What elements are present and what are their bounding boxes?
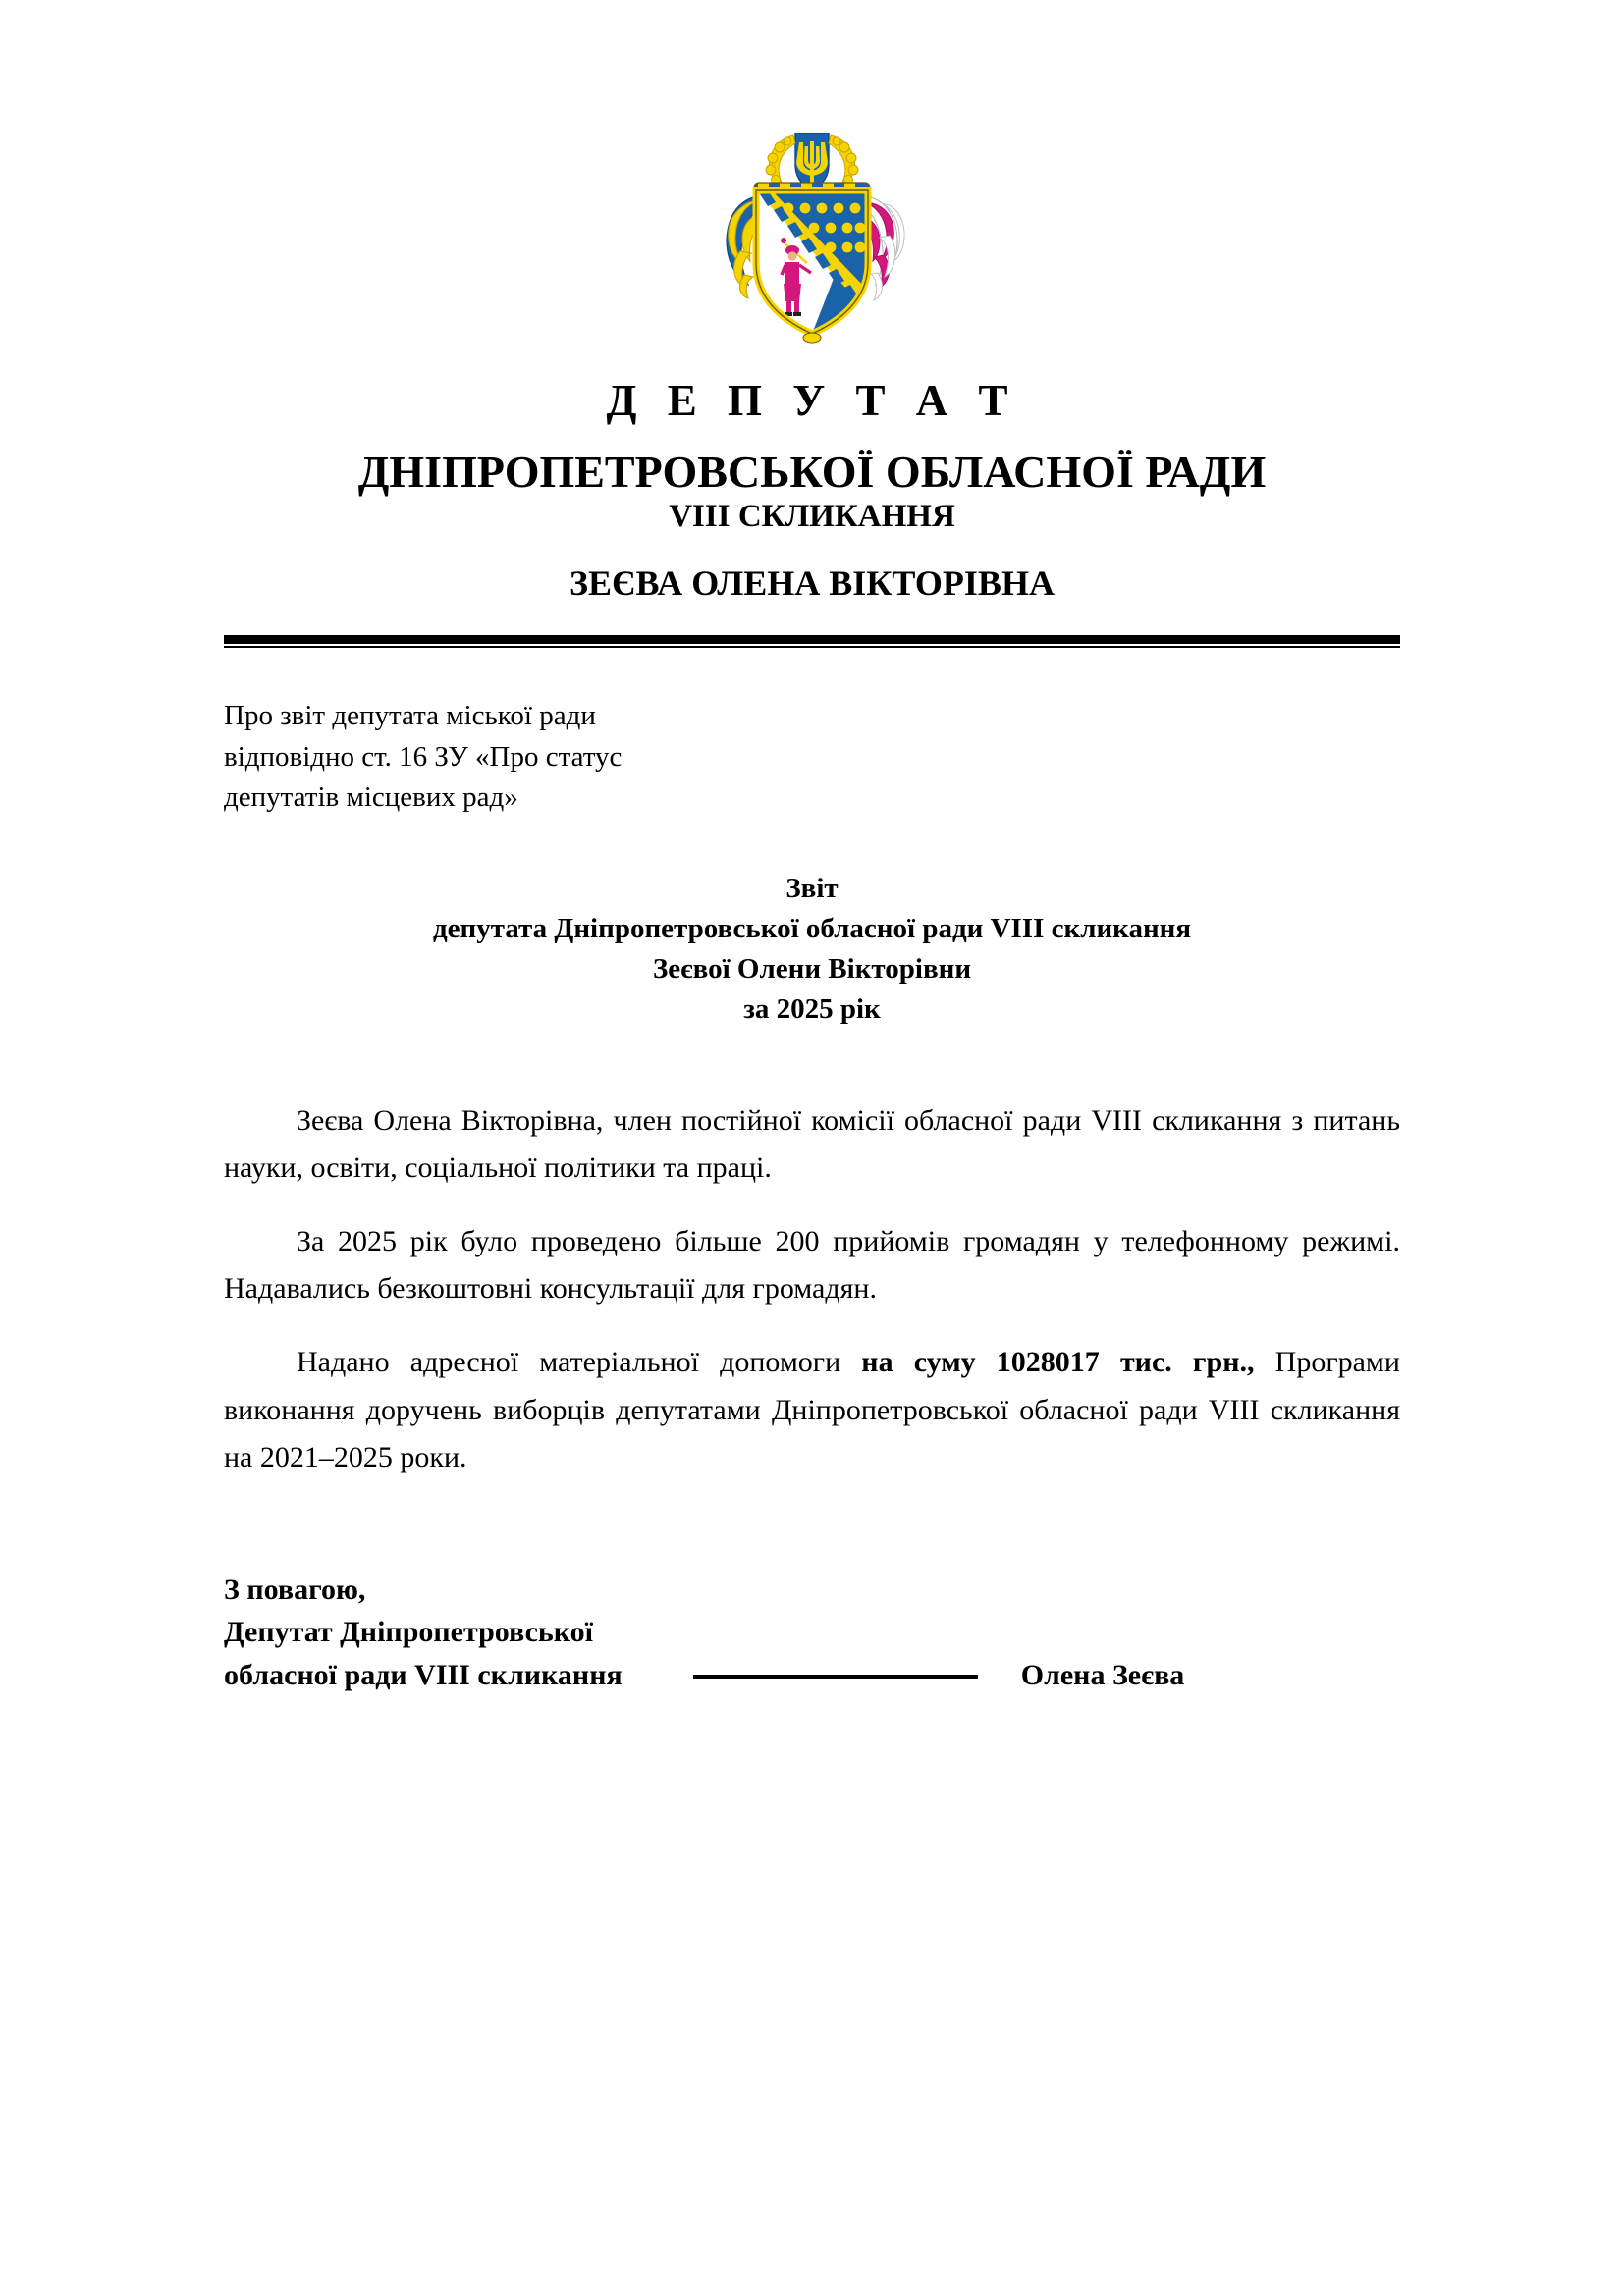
paragraph-3-tail: Програми виконання доручень виборців депутатами Дніпропетровської обласної ради VIII скликання на 2021–2025 роки.: [224, 1346, 1400, 1474]
document-title: [224, 869, 1400, 1031]
divider-thick-rule: [224, 635, 1400, 644]
letterhead-deputy-name: ЗЕЄВА ОЛЕНА ВІКТОРІВНА: [569, 563, 1055, 604]
signature-row: [224, 1654, 1400, 1697]
title-line-4: за 2025 рік: [743, 993, 881, 1026]
subject-line-2: відповідно ст. 16 ЗУ «Про статус: [224, 740, 623, 773]
signature-role-line-2: обласної ради VIII скликання: [224, 1658, 623, 1691]
subject-line-3: депутатів місцевих рад»: [224, 780, 518, 813]
title-line-3: Зеєвої Олени Вікторівни: [652, 953, 972, 986]
title-line-1: Звіт: [785, 872, 839, 904]
signature-person-name: Олена Зеєва: [1020, 1658, 1185, 1691]
body-paragraph-1: Зеєва Олена Вікторівна, член постійної комісії обласної ради VIII скликання з питань науки, освіти, соціальної політики та праці.: [224, 1103, 1400, 1185]
signature-closing: З повагою,: [224, 1573, 366, 1606]
subject-line-1: Про звіт депутата міської ради: [224, 700, 596, 732]
title-line-2: депутата Дніпропетровської обласної ради VIII скликання: [432, 913, 1192, 945]
signature-role-line-1: Депутат Дніпропетровської: [224, 1616, 594, 1649]
coat-of-arms-icon: [711, 126, 913, 357]
emblem-container: [224, 0, 1400, 357]
letterhead-deputat: Д Е П У Т А Т: [606, 376, 1018, 425]
letterhead-convocation: VIII СКЛИКАННЯ: [669, 499, 955, 535]
header-divider: [224, 635, 1400, 649]
letterhead-council: ДНІПРОПЕТРОВСЬКОЇ ОБЛАСНОЇ РАДИ: [357, 446, 1267, 497]
body-text: [224, 1097, 1400, 1482]
aid-amount-emphasis: на суму 1028017 тис. грн.,: [861, 1346, 1255, 1379]
paragraph-3-lead: Надано адресної матеріальної допомоги: [297, 1346, 862, 1379]
body-paragraph-3: [224, 1339, 1400, 1482]
signature-block: [224, 1569, 1400, 1697]
body-paragraph-2: За 2025 рік було проведено більше 200 прийомів громадян у телефонному режимі. Надавались безкоштовні консультації для громадян.: [224, 1224, 1400, 1306]
letterhead: [224, 377, 1400, 604]
divider-thin-rule: [224, 646, 1400, 648]
subject-block: [224, 696, 1400, 818]
signature-line: [693, 1675, 978, 1679]
